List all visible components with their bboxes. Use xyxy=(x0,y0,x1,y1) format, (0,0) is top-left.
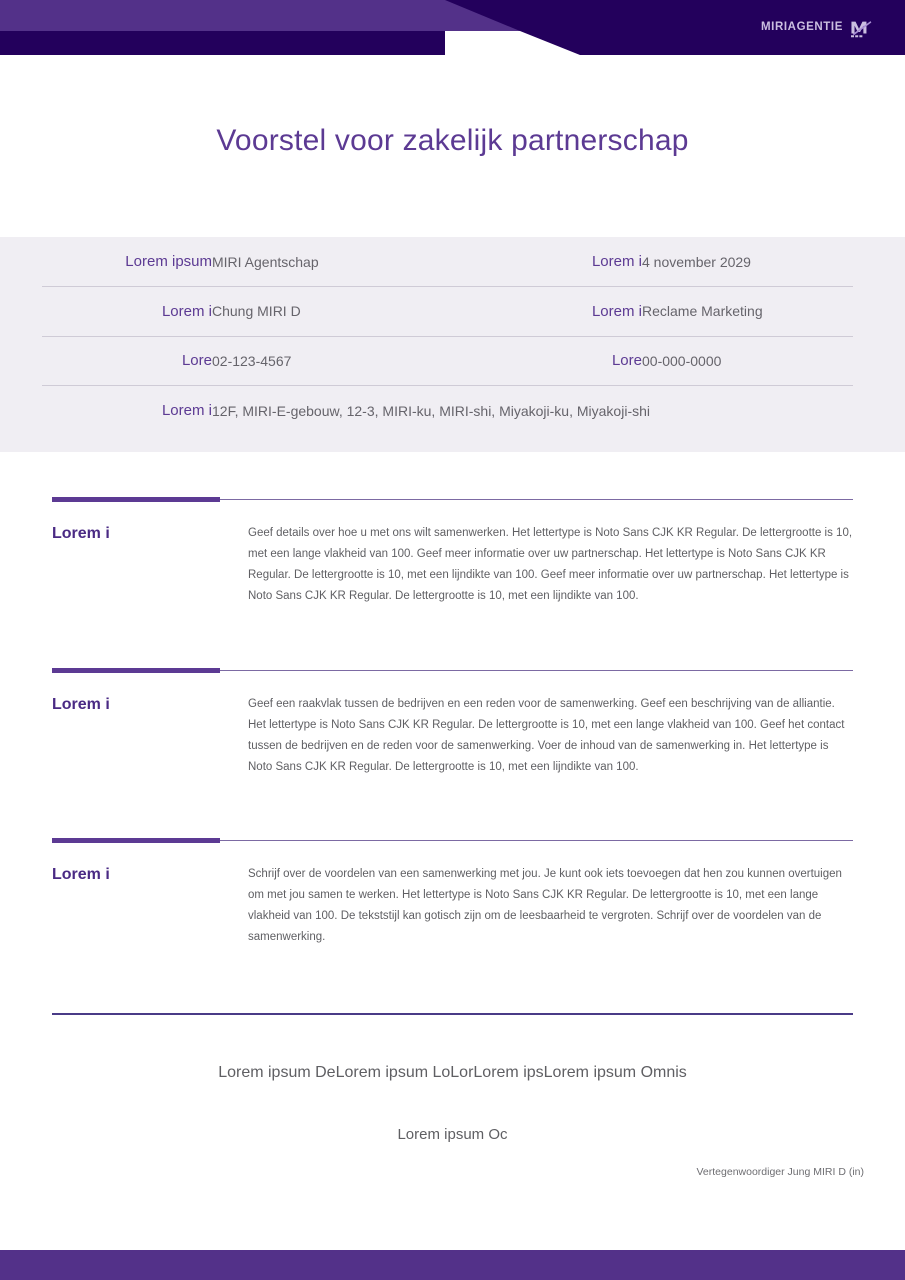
closing-divider xyxy=(52,1013,853,1015)
section-heading: Lorem i xyxy=(52,866,110,883)
brand-name-label: MIRIAGENTIE xyxy=(761,21,843,34)
closing-line-2: Lorem ipsum Oc xyxy=(397,1126,508,1143)
info-table xyxy=(42,237,853,435)
content-section-3 xyxy=(52,838,853,948)
section-rule-thick xyxy=(52,838,220,843)
table-row xyxy=(42,287,853,337)
closing-block xyxy=(0,1062,905,1143)
info-value: 02-123-4567 xyxy=(212,336,482,386)
section-body-text: Schrijf over de voordelen van een samenwerking met jou. Je kunt ook iets toevoegen dat hen zou kunnen overtuigen om met jou samen te werken. Het lettertype is Noto Sans CJK KR Regular. De lettergrootte is 10, met een lange vlakheid van 100. De tekststijl kan gotisch zijn om de leesbaarheid te vergroten. Schrijf over de voordelen van de samenwerking. xyxy=(248,868,842,943)
section-rule-thick xyxy=(52,668,220,673)
section-rule-thick xyxy=(52,497,220,502)
info-value: Chung MIRI D xyxy=(212,287,482,337)
content-section-2 xyxy=(52,668,853,778)
header-light-band xyxy=(0,0,520,31)
info-label: Lorem i xyxy=(42,287,212,337)
info-value: 4 november 2029 xyxy=(642,253,751,270)
table-row xyxy=(42,336,853,386)
info-label: Lore xyxy=(482,336,642,386)
info-value: Reclame Marketing xyxy=(642,287,853,337)
section-rule-thin xyxy=(220,670,853,671)
info-label: Lorem i xyxy=(591,253,642,270)
signature-line: Vertegenwoordiger Jung MIRI D (in) xyxy=(696,1166,864,1178)
m-swoosh-logo-icon xyxy=(850,18,872,38)
section-body-text: Geef details over hoe u met ons wilt samenwerken. Het lettertype is Noto Sans CJK KR Regular. De lettergrootte is 10, met een lange vlakheid van 100. Geef meer informatie over uw partnerschap. Het lettertype is Noto Sans CJK KR Regular. De lettergrootte is 10, met een lijndikte van 100. Geef meer informatie over uw partnerschap. Het lettertype is Noto Sans CJK KR Regular. De lettergrootte is 10, met een lijndikte van 100. xyxy=(248,527,853,602)
brand-logo xyxy=(761,18,872,38)
info-label: Lore xyxy=(42,336,212,386)
section-rule xyxy=(52,668,853,673)
section-heading: Lorem i xyxy=(52,525,110,542)
section-rule xyxy=(52,497,853,502)
info-value: 00-000-0000 xyxy=(642,336,853,386)
section-body-text: Geef een raakvlak tussen de bedrijven en een reden voor de samenwerking. Geef een beschrijving van de alliantie. Het lettertype is Noto Sans CJK KR Regular. De lettergrootte is 10, met een lange vlakheid van 100. Geef het contact tussen de bedrijven en de reden voor de samenwerking. Voer de inhoud van de samenwerking in. Het lettertype is Noto Sans CJK KR Regular. De lettergrootte is 10, met een lijndikte van 100. xyxy=(248,698,845,773)
info-label: Lorem i xyxy=(42,386,212,436)
info-value-address: 12F, MIRI-E-gebouw, 12-3, MIRI-ku, MIRI-shi, Miyakoji-ku, Miyakoji-shi xyxy=(212,386,853,436)
section-rule xyxy=(52,838,853,843)
info-value: MIRI Agentschap xyxy=(212,253,319,270)
info-label: Lorem ipsum xyxy=(125,253,212,270)
section-rule-thin xyxy=(220,499,853,500)
document-header-bar xyxy=(0,0,905,55)
table-row-address xyxy=(42,386,853,436)
page-title: Voorstel voor zakelijk partnerschap xyxy=(216,124,689,157)
info-label: Lorem i xyxy=(482,287,642,337)
section-heading: Lorem i xyxy=(52,696,110,713)
section-rule-thin xyxy=(220,840,853,841)
closing-line-1: Lorem ipsum DeLorem ipsum LoLorLorem ipsLorem ipsum Omnis xyxy=(218,1064,687,1081)
table-row xyxy=(42,237,853,287)
document-footer-bar xyxy=(0,1250,905,1280)
content-section-1 xyxy=(52,497,853,607)
info-band xyxy=(0,237,905,452)
